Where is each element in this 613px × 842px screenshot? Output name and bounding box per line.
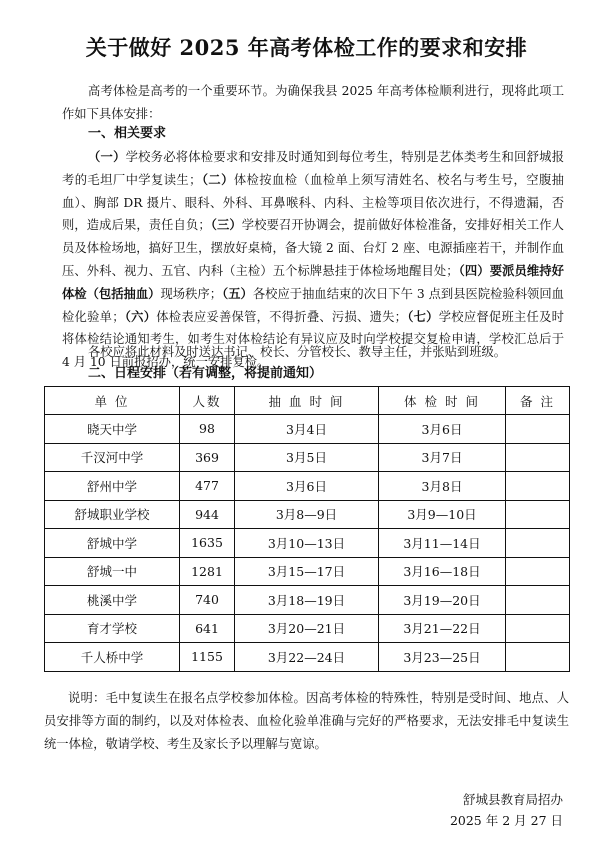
cell-remarks — [506, 529, 570, 558]
cell-blood-test-time: 3月15—17日 — [235, 557, 379, 586]
cell-count: 1635 — [180, 529, 235, 558]
cell-unit: 千汊河中学 — [45, 443, 180, 472]
note-paragraph: 说明：毛中复读生在报名点学校参加体检。因高考体检的特殊性，特别是受时间、地点、人员安排等方面的制约，以及对体检表、血检化验单准确与完好的严格要求，无法安排毛中复读生统一体检，敬请学校、考生及家长予以理解与宽谅。 — [44, 691, 569, 751]
table-row — [45, 529, 570, 558]
header-blood-test-time: 抽 血 时 间 — [235, 387, 379, 415]
cell-blood-test-time: 3月6日 — [235, 472, 379, 501]
cell-blood-test-time: 3月18—19日 — [235, 586, 379, 615]
cell-remarks — [506, 643, 570, 672]
cell-unit: 舒城职业学校 — [45, 500, 180, 529]
header-remarks: 备 注 — [506, 387, 570, 415]
cell-remarks — [506, 443, 570, 472]
cell-remarks — [506, 472, 570, 501]
cell-exam-time: 3月8日 — [379, 472, 506, 501]
cell-count: 98 — [180, 415, 235, 444]
item-4-text: 现场秩序； — [160, 286, 223, 301]
cell-remarks — [506, 500, 570, 529]
table-row — [45, 443, 570, 472]
cell-blood-test-time: 3月22—24日 — [235, 643, 379, 672]
cell-blood-test-time: 3月5日 — [235, 443, 379, 472]
item-3-label: （三） — [210, 217, 242, 233]
cell-remarks — [506, 586, 570, 615]
cell-unit: 舒城一中 — [45, 557, 180, 586]
header-exam-time: 体 检 时 间 — [379, 387, 506, 415]
cell-count: 1281 — [180, 557, 235, 586]
item-2-label: （二） — [201, 171, 234, 187]
cell-exam-time: 3月23—25日 — [379, 643, 506, 672]
cell-remarks — [506, 614, 570, 643]
item-5-text: 各校应于抽血结束的次日下午 3 点到县医院检验科领回血检化验单； — [62, 286, 564, 324]
cell-count: 944 — [180, 500, 235, 529]
cell-count: 641 — [180, 614, 235, 643]
document-title: 关于做好 2025 年高考体检工作的要求和安排 — [85, 35, 528, 60]
table-row — [45, 614, 570, 643]
cell-count: 1155 — [180, 643, 235, 672]
cell-exam-time: 3月21—22日 — [379, 614, 506, 643]
table-header-row — [45, 387, 570, 415]
cell-unit: 晓天中学 — [45, 415, 180, 444]
cell-blood-test-time: 3月10—13日 — [235, 529, 379, 558]
table-row — [45, 500, 570, 529]
requirements-paragraph — [62, 146, 564, 374]
item-3-text: 学校要召开协调会，提前做好体检准备，安排好相关工作人员及体检场地，搞好卫生，摆放好桌椅，备大镜 2 面、台灯 2 座、电源插座若干，并制作血压、外科、视力、五官、内科（主检）五个标牌悬挂于体检场地醒目处； — [62, 218, 564, 278]
intro-paragraph: 高考体检是高考的一个重要环节。为确保我县 2025 年高考体检顺利进行，现将此项工作如下具体安排： — [62, 84, 564, 121]
table-row — [45, 557, 570, 586]
cell-unit: 千人桥中学 — [45, 643, 180, 672]
cell-exam-time: 3月9—10日 — [379, 500, 506, 529]
item-1-label: （一） — [88, 149, 126, 164]
cell-blood-test-time: 3月4日 — [235, 415, 379, 444]
cell-exam-time: 3月16—18日 — [379, 557, 506, 586]
cell-exam-time: 3月6日 — [379, 415, 506, 444]
cell-unit: 育才学校 — [45, 614, 180, 643]
distribution-paragraph: 各校应将此材料及时送达书记、校长、分管校长、教导主任，并张贴到班级。 — [88, 345, 507, 359]
cell-count: 369 — [180, 443, 235, 472]
table-row — [45, 643, 570, 672]
item-6-label: （六） — [124, 308, 157, 324]
cell-exam-time: 3月7日 — [379, 443, 506, 472]
cell-exam-time: 3月19—20日 — [379, 586, 506, 615]
header-count: 人数 — [180, 387, 235, 415]
section-heading-requirements: 一、相关要求 — [88, 126, 167, 141]
cell-unit: 桃溪中学 — [45, 586, 180, 615]
item-6-text: 体检表应妥善保管，不得折叠、污损、遗失； — [156, 309, 407, 324]
table-row — [45, 472, 570, 501]
cell-remarks — [506, 557, 570, 586]
cell-count: 477 — [180, 472, 235, 501]
cell-exam-time: 3月11—14日 — [379, 529, 506, 558]
signature-date: 2025 年 2 月 27 日 — [449, 813, 563, 828]
table-row — [45, 415, 570, 444]
item-1-text: 学校务必将体检要求和安排及时通知到每位考生，特别是艺体类考生和回舒城报考的毛坦厂中学复读生； — [62, 150, 564, 187]
cell-count: 740 — [180, 586, 235, 615]
item-7-label: （七） — [406, 308, 439, 324]
header-unit: 单 位 — [45, 387, 180, 415]
cell-unit: 舒城中学 — [45, 529, 180, 558]
item-5-label: （五） — [222, 285, 253, 301]
section-heading-schedule: 二、日程安排（若有调整，将提前通知） — [88, 366, 323, 381]
cell-unit: 舒州中学 — [45, 472, 180, 501]
schedule-table — [44, 386, 570, 672]
cell-blood-test-time: 3月8—9日 — [235, 500, 379, 529]
signature-org: 舒城县教育局招办 — [462, 792, 563, 807]
item-7-text: 学校应督促班主任及时将体检结论通知考生，如考生对体检结论有异议应及时向学校提交复检申请，学校汇总后于 4 月 10 日前报招办，统一安排复检。 — [62, 309, 564, 370]
table-row — [45, 586, 570, 615]
item-4-label: （四） — [458, 262, 490, 278]
item-4-emphasis: 要派员维持好体检（包括抽血） — [62, 262, 564, 301]
cell-remarks — [506, 415, 570, 444]
item-2-text: 体检按血检（血检单上须写清姓名、校名与考生号，空腹抽血）、胸部 DR 摄片、眼科、外科、耳鼻喉科、内科、主检等项目依次进行，不得遗漏，否则，造成后果，责任自负； — [62, 172, 564, 233]
cell-blood-test-time: 3月20—21日 — [235, 614, 379, 643]
